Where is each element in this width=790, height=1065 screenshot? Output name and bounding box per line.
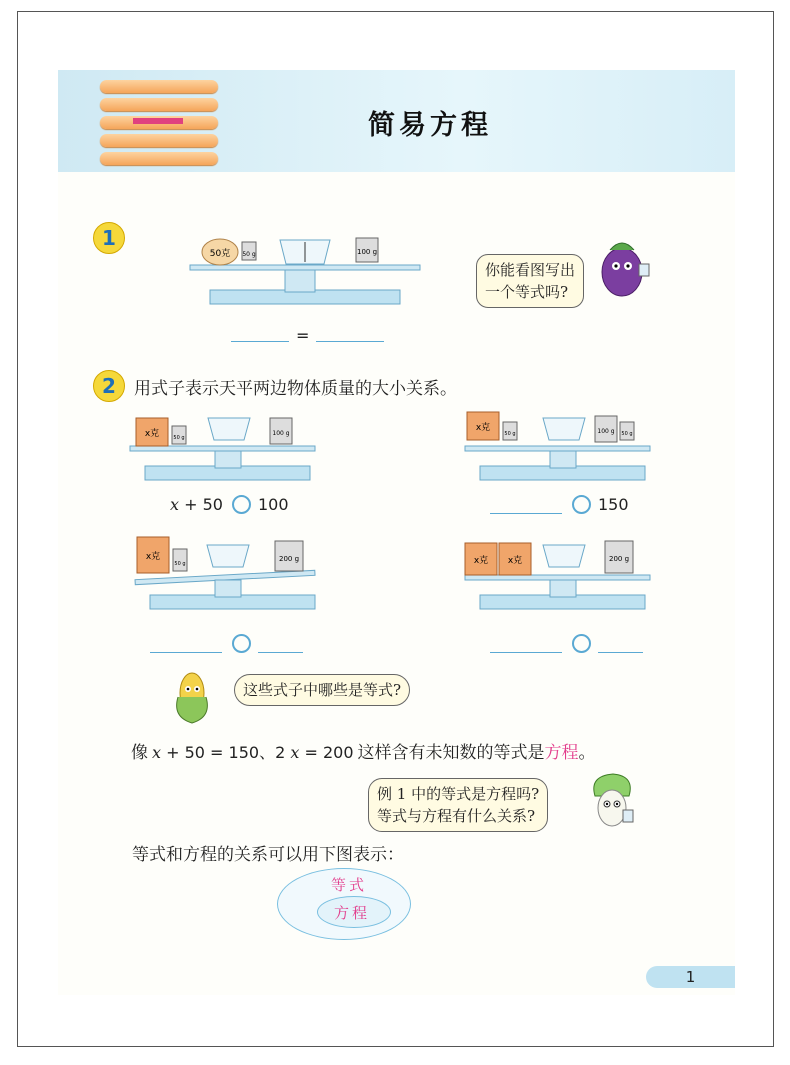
corn-character-icon xyxy=(170,667,220,729)
compare-circle[interactable] xyxy=(232,495,251,514)
bubble-line: 等式与方程有什么关系? xyxy=(377,807,536,825)
term-equation: 方程 xyxy=(544,743,579,763)
answer-blank[interactable] xyxy=(150,652,222,653)
weight-label: 200 g xyxy=(608,555,630,563)
instruction-text: 用式子表示天平两边物体质量的大小关系。 xyxy=(134,379,457,399)
eggplant-character-icon xyxy=(595,236,655,306)
venn-inner-label: 方程 xyxy=(334,904,371,922)
box-label: x克 xyxy=(475,423,491,433)
box-label: x克 xyxy=(473,556,489,566)
weight-label: 200 g xyxy=(278,555,300,563)
box-label: x克 xyxy=(144,429,160,439)
box-label: x克 xyxy=(507,556,523,566)
example-number-badge: 1 xyxy=(93,222,125,254)
equals-sign: = xyxy=(296,326,310,345)
balance-scale-2d xyxy=(465,535,655,615)
decor-stripe xyxy=(100,80,218,93)
page-title: 简易方程 xyxy=(368,110,492,141)
answer-blank[interactable] xyxy=(316,341,384,342)
expression-right: 150 xyxy=(598,495,629,514)
answer-blank[interactable] xyxy=(598,652,643,653)
decor-stripe xyxy=(100,98,218,111)
weight-label: 50 g xyxy=(173,435,185,441)
decor-stripe xyxy=(100,134,218,147)
balance-scale-2c xyxy=(135,535,320,615)
compare-circle[interactable] xyxy=(572,495,591,514)
expression-left: x + 50 xyxy=(170,495,223,514)
speech-bubble-cabbage xyxy=(368,778,548,832)
answer-blank[interactable] xyxy=(490,513,562,514)
weight-label: 100 g xyxy=(356,248,378,256)
cabbage-character-icon xyxy=(585,768,640,836)
speech-bubble-corn: 这些式子中哪些是等式? xyxy=(234,674,410,706)
speech-bubble-eggplant xyxy=(476,254,584,308)
bubble-line: 你能看图写出 xyxy=(485,261,576,279)
expression-right: 100 xyxy=(258,495,289,514)
definition-text: 像 x + 50 = 150、2 x = 200 这样含有未知数的等式是方程。 xyxy=(131,743,596,763)
compare-circle[interactable] xyxy=(232,634,251,653)
answer-blank[interactable] xyxy=(490,652,562,653)
page-number: 1 xyxy=(646,966,735,988)
decor-stripe xyxy=(100,152,218,165)
weight-label: 50 g xyxy=(621,431,633,437)
egg-label: 50克 xyxy=(209,249,231,259)
weight-label: 100 g xyxy=(597,428,615,435)
weight-label: 50 g xyxy=(242,251,256,258)
balance-scale-1 xyxy=(190,232,420,312)
answer-blank[interactable] xyxy=(231,341,289,342)
weight-label: 100 g xyxy=(272,430,290,437)
example-number-badge: 2 xyxy=(93,370,125,402)
compare-circle[interactable] xyxy=(572,634,591,653)
box-label: x克 xyxy=(145,552,161,562)
venn-outer-label: 等式 xyxy=(331,876,368,894)
balance-scale-2b xyxy=(465,408,655,486)
answer-blank[interactable] xyxy=(258,652,303,653)
decor-pink-bar xyxy=(133,118,183,124)
relation-text: 等式和方程的关系可以用下图表示： xyxy=(132,845,404,865)
balance-scale-2a xyxy=(130,408,320,486)
bubble-line: 一个等式吗? xyxy=(485,283,569,301)
bubble-line: 例 1 中的等式是方程吗? xyxy=(377,785,540,803)
weight-label: 50 g xyxy=(504,431,516,437)
weight-label: 50 g xyxy=(174,561,186,567)
